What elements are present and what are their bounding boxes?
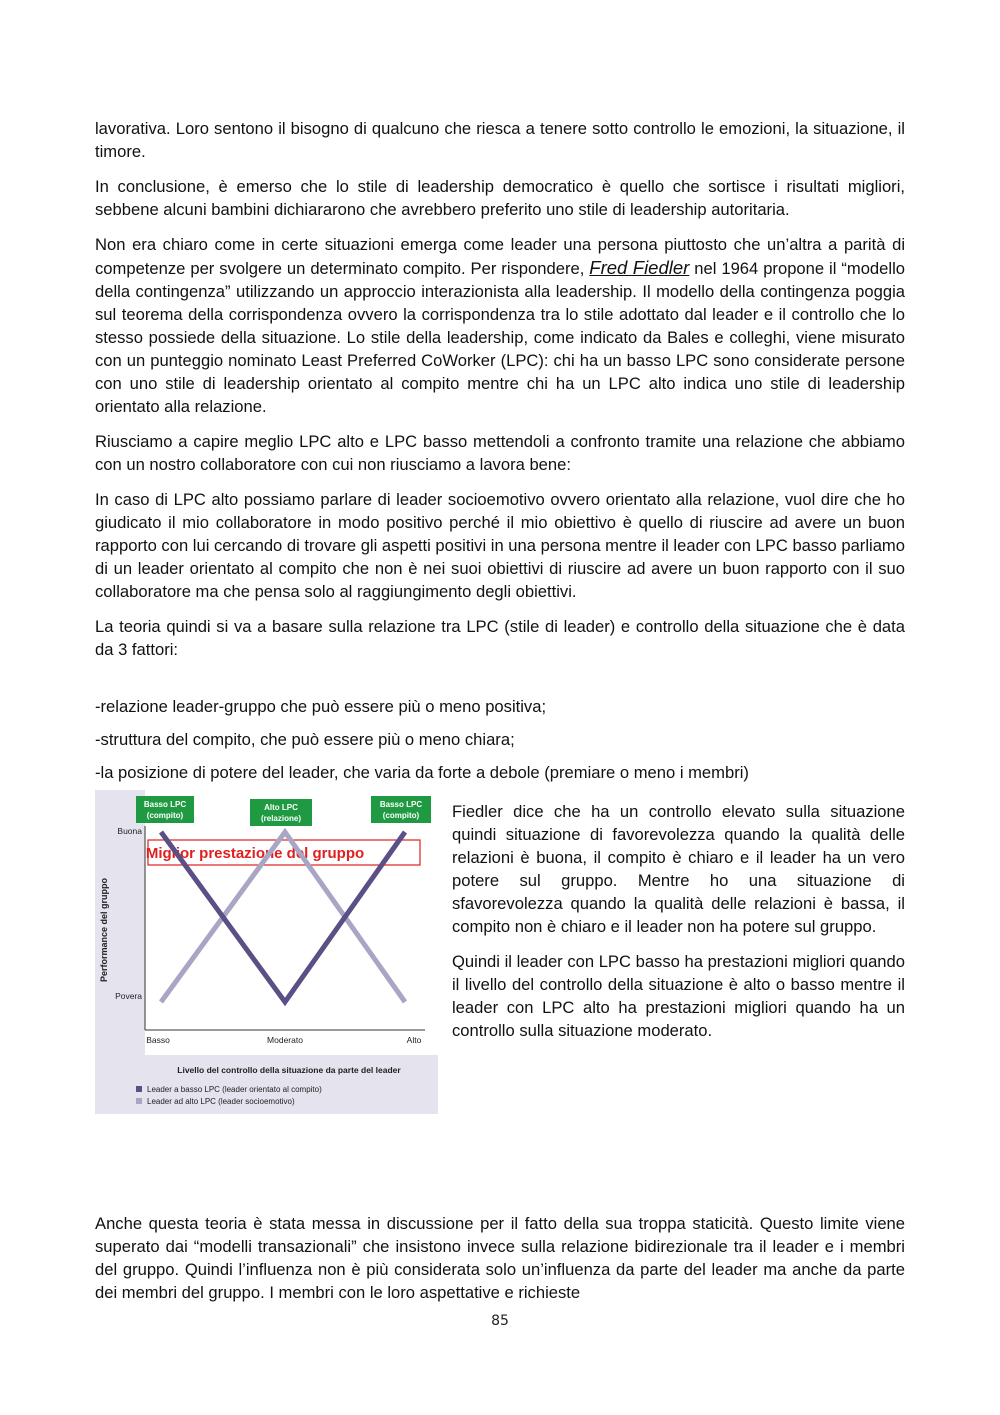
legend-swatch-low-lpc: [136, 1086, 142, 1092]
side-paragraph-1: Fiedler dice che ha un controllo elevato sulla situazione quindi situazione di favorevolezza quando la qualità delle relazioni è buona, il compito è chiaro e il leader ha un vero potere sul gruppo. Mentre ho una situazione di sfavorevolezza quando la qualità delle relazioni è bassa, il compito non è chiaro e il leader non ha potere sul gruppo.: [452, 802, 905, 936]
paragraph-3-end: nel 1964 propone il “modello della contingenza” utilizzando un approccio interazionista alla leadership. Il modello della contingenza poggia sul teorema della corrispondenza ovvero la corrispondenza tra lo stile adottato dal leader e il controllo che lo stesso possiede della situazione. Lo stile della leadership, come indicato da Bales e colleghi, viene misurato con un punteggio nominato Least Preferred CoWorker (LPC): chi ha un basso LPC sono considerate persone con uno stile di leadership orientato al compito mentre chi ha un LPC alto indica uno stile di leadership orientato alla relazione.: [95, 259, 905, 416]
x-tick-basso: Basso: [146, 1035, 170, 1045]
paragraph-6: La teoria quindi si va a basare sulla relazione tra LPC (stile di leader) e controllo della situazione che è data da 3 fattori:: [95, 617, 905, 659]
factor-2: -struttura del compito, che può essere più o meno chiara;: [95, 730, 515, 749]
legend-low-lpc: Leader a basso LPC (leader orientato al compito): [147, 1085, 322, 1094]
page-number: 85: [491, 1313, 509, 1329]
top-label-1-line2: (relazione): [260, 814, 302, 823]
top-label-2-line2: (compito): [382, 811, 420, 820]
top-label-2-line1: Basso LPC: [379, 800, 423, 809]
top-label-2: [371, 796, 431, 823]
paragraph-3: [95, 233, 905, 418]
paragraph-3-start: Non era chiaro come in certe situazioni emerga come leader una persona piuttosto che un’altra a parità di competenze per svolgere un determinato compito. Per rispondere,: [95, 235, 905, 278]
side-paragraph-2: Quindi il leader con LPC basso ha prestazioni migliori quando il livello del controllo della situazione è alto o basso mentre il leader con LPC alto ha prestazioni migliori quando ha un controllo sulla situazione moderato.: [452, 952, 905, 1040]
fred-fiedler-link[interactable]: Fred Fiedler: [589, 257, 690, 278]
plot-area: [145, 790, 438, 1055]
legend-high-lpc: Leader ad alto LPC (leader socioemotivo): [147, 1097, 295, 1106]
page-body: [95, 117, 905, 1120]
paragraph-4: Riusciamo a capire meglio LPC alto e LPC basso mettendoli a confronto tramite una relazione che abbiamo con un nostro collaboratore con cui non riusciamo a lavora bene:: [95, 432, 905, 474]
top-label-0-line1: Basso LPC: [143, 800, 187, 809]
y-tick-buona: Buona: [117, 826, 142, 836]
paragraph-1: lavorativa. Loro sentono il bisogno di qualcuno che riesca a tenere sotto controllo le emozioni, la situazione, il timore.: [95, 119, 905, 161]
top-label-1: [250, 799, 312, 826]
top-label-1-line1: Alto LPC: [264, 803, 298, 812]
y-tick-povera: Povera: [115, 991, 142, 1001]
top-label-0: [136, 796, 194, 823]
best-performance-label: Miglior prestazione del gruppo: [145, 845, 365, 862]
y-axis-label: Performance del gruppo: [99, 877, 109, 983]
x-tick-moderato: Moderato: [267, 1035, 303, 1045]
figure-side-text: [452, 800, 905, 1042]
factor-3: -la posizione di potere del leader, che varia da forte a debole (premiare o meno i membri): [95, 763, 749, 782]
paragraph-2: In conclusione, è emerso che lo stile di leadership democratico è quello che sortisce i risultati migliori, sebbene alcuni bambini dichiararono che avrebbero preferito uno stile di leadership autoritaria.: [95, 177, 905, 219]
paragraph-7: Anche questa teoria è stata messa in discussione per il fatto della sua troppa staticità. Questo limite viene superato dai “modelli transazionali” che insistono invece sulla relazione bidirezionale tra il leader e i membri del gruppo. Quindi l’influenza non è più considerata solo un’influenza da parte del leader ma anche da parte dei membri del gruppo. I membri con le loro aspettative e richieste: [95, 1214, 905, 1302]
x-axis-label: Livello del controllo della situazione da parte del leader: [177, 1065, 401, 1075]
closing-text: [95, 1212, 905, 1304]
paragraph-5: In caso di LPC alto possiamo parlare di leader socioemotivo ovvero orientato alla relazione, vuol dire che ho giudicato il mio collaboratore in modo positivo perché il mio obiettivo è quello di riuscire ad avere un buon rapporto con lui cercando di trovare gli aspetti positivi in una persona mentre il leader con LPC basso parliamo di un leader orientato al compito che non è nei suoi obiettivi di riuscire ad avere un buon rapporto con il suo collaboratore ma che pensa solo al raggiungimento degli obiettivi.: [95, 490, 905, 601]
legend-swatch-high-lpc: [136, 1098, 142, 1104]
figure-row: [95, 790, 905, 1120]
contingency-chart: [95, 790, 438, 1114]
factor-1: -relazione leader-gruppo che può essere più o meno positiva;: [95, 697, 547, 716]
x-tick-alto: Alto: [406, 1035, 422, 1045]
top-label-0-line2: (compito): [146, 811, 184, 820]
